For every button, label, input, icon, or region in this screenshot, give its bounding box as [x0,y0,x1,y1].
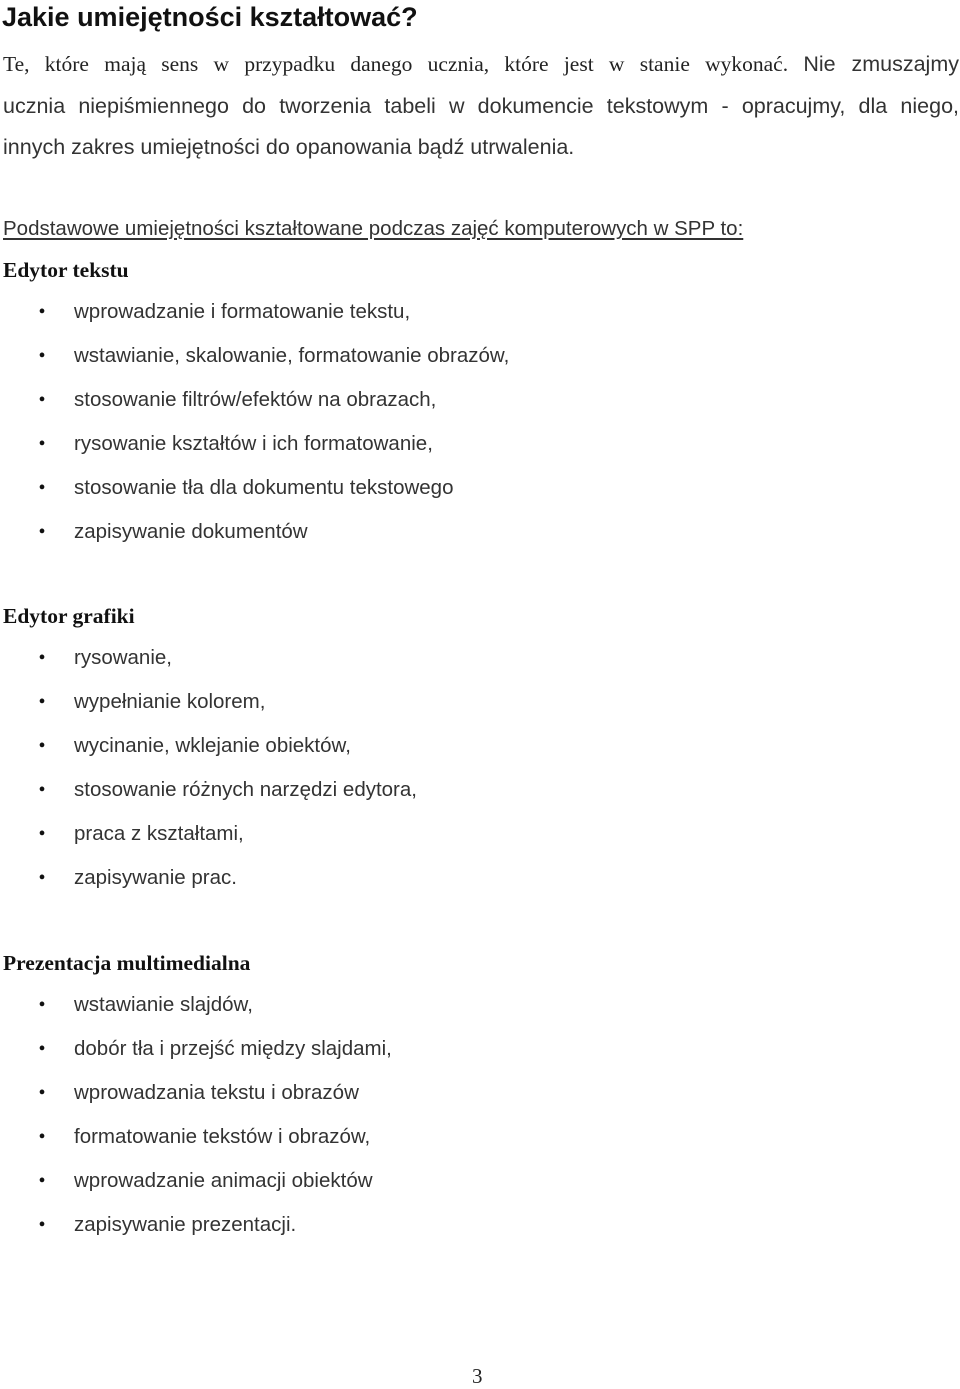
list-item-text: formatowanie tekstów i obrazów, [74,1125,371,1148]
bullet-icon: • [38,735,46,757]
skills-subtitle: Podstawowe umiejętności kształtowane podczas zajęć komputerowych w SPP to: [3,217,744,240]
page-number: 3 [472,1364,483,1388]
intro-line-2: ucznia niepiśmiennego do tworzenia tabeli w dokumencie tekstowym - opracujmy, dla niego, [3,93,959,118]
bullet-icon: • [38,867,46,889]
bullet-icon: • [38,1170,46,1192]
bullet-icon: • [38,779,46,801]
section-title-text-editor: Edytor tekstu [3,258,129,282]
bullet-icon: • [38,301,46,323]
list-item-text: stosowanie różnych narzędzi edytora, [74,778,417,801]
list-item-text: rysowanie kształtów i ich formatowanie, [74,432,433,455]
bullet-icon: • [38,477,46,499]
list-item-text: praca z kształtami, [74,822,244,845]
list-item-text: wstawianie, skalowanie, formatowanie obrazów, [74,344,510,367]
bullet-icon: • [38,1214,46,1236]
bullet-icon: • [38,433,46,455]
list-item-text: wycinanie, wklejanie obiektów, [74,734,351,757]
intro-line-1-sans: Nie zmuszajmy [803,52,959,76]
list-item-text: stosowanie filtrów/efektów na obrazach, [74,388,437,411]
list-item-text: wprowadzania tekstu i obrazów [74,1081,359,1104]
bullet-icon: • [38,389,46,411]
section-title-graphics-editor: Edytor grafiki [3,604,135,628]
list-item-text: wypełnianie kolorem, [74,690,266,713]
section-title-multimedia-presentation: Prezentacja multimedialna [3,951,251,975]
bullet-icon: • [38,345,46,367]
list-item-text: wprowadzanie i formatowanie tekstu, [74,300,411,323]
bullet-icon: • [38,647,46,669]
intro-paragraph [3,44,959,169]
bullet-icon: • [38,1082,46,1104]
intro-line-1 [3,44,959,86]
list-item-text: stosowanie tła dla dokumentu tekstowego [74,476,454,499]
list-item-text: zapisywanie dokumentów [74,520,308,543]
intro-line-3: innych zakres umiejętności do opanowania bądź utrwalenia. [3,135,575,159]
list-item-text: zapisywanie prezentacji. [74,1213,297,1236]
intro-line-1-serif: Te, które mają sens w przypadku danego ucznia, które jest w stanie wykonać. [3,52,789,76]
list-item-text: zapisywanie prac. [74,866,237,889]
list-item-text: rysowanie, [74,646,172,669]
bullet-icon: • [38,691,46,713]
page-title: Jakie umiejętności kształtować? [2,2,418,32]
bullet-icon: • [38,823,46,845]
bullet-icon: • [38,1038,46,1060]
bullet-icon: • [38,521,46,543]
list-item-text: wprowadzanie animacji obiektów [74,1169,373,1192]
bullet-icon: • [38,1126,46,1148]
list-item-text: wstawianie slajdów, [74,993,253,1016]
bullet-icon: • [38,994,46,1016]
list-item-text: dobór tła i przejść między slajdami, [74,1037,392,1060]
